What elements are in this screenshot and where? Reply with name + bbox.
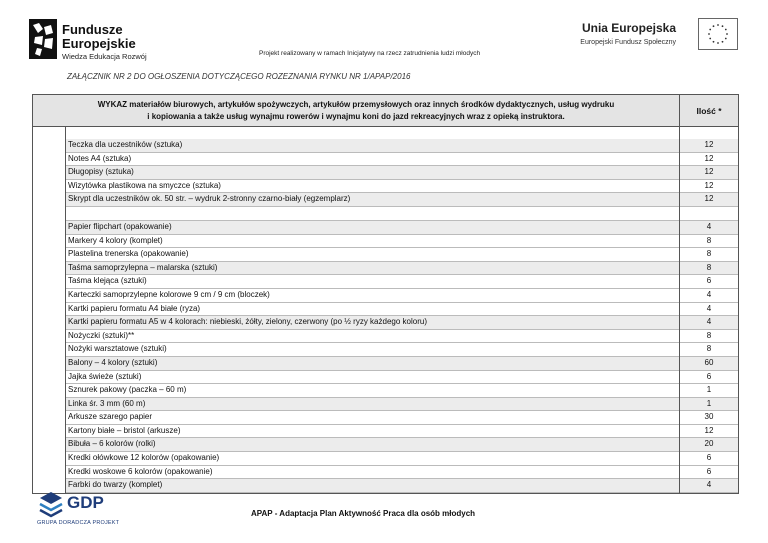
eu-flag-icon [698,18,738,50]
table-row-quantity: 4 [680,303,738,317]
fundusze-europejskie-logo [29,17,189,63]
table-row-quantity: 12 [680,425,738,439]
gdp-logo [37,490,129,532]
table-row-quantity: 8 [680,330,738,344]
table-row-quantity: 6 [680,275,738,289]
fe-logo-text [62,23,136,51]
table-row-quantity: 8 [680,248,738,262]
table-row-quantity: 1 [680,384,738,398]
table-group-gap [680,207,738,221]
table-header [33,95,738,127]
table-row-item: Teczka dla uczestników (sztuka) [66,139,679,153]
table-quantity-column [680,127,738,493]
table-row-quantity: 12 [680,166,738,180]
table-row-item: Kredki woskowe 6 kolorów (opakowanie) [66,466,679,480]
table-row-quantity: 8 [680,343,738,357]
table-row-quantity: 4 [680,316,738,330]
eu-logo-name: Unia Europejska [581,21,676,35]
table-row-item: Arkusze szarego papier [66,411,679,425]
table-row-item: Plastelina trenerska (opakowanie) [66,248,679,262]
table-header-line2: i kopiowania a także usług wynajmu rowerów i wynajmu koni do jazd rekreacyjnych wraz z opieką instruktora. [147,111,565,121]
items-table [32,94,739,494]
table-row-item: Karteczki samoprzylepne kolorowe 9 cm / 9 cm (bloczek) [66,289,679,303]
table-row-quantity: 12 [680,153,738,167]
eu-logo-subtitle: Europejski Fundusz Społeczny [580,39,676,46]
table-row-item: Taśma klejąca (sztuki) [66,275,679,289]
table-row-quantity: 8 [680,235,738,249]
table-row-item: Sznurek pakowy (paczka – 60 m) [66,384,679,398]
table-row-item: Kartki papieru formatu A4 białe (ryza) [66,303,679,317]
table-row-quantity: 60 [680,357,738,371]
project-note: Projekt realizowany w ramach Inicjatywy na rzecz zatrudnienia ludzi młodych [259,50,481,57]
table-items-column [66,127,680,493]
table-row-quantity: 4 [680,289,738,303]
table-row-quantity: 30 [680,411,738,425]
table-lp-column [33,127,66,493]
table-row-quantity: 6 [680,466,738,480]
footer-text: APAP - Adaptacja Plan Aktywność Praca dla osób młodych [251,509,476,518]
table-header-quantity: Ilość * [696,105,722,116]
table-header-description [33,95,680,126]
table-row-item: Kartony białe – bristol (arkusze) [66,425,679,439]
gdp-mark-icon [37,490,65,518]
table-row-quantity: 6 [680,371,738,385]
table-row-quantity: 4 [680,221,738,235]
table-row-item: Długopisy (sztuka) [66,166,679,180]
table-row-item: Jajka świeże (sztuki) [66,371,679,385]
annex-title: ZAŁĄCZNIK NR 2 DO OGŁOSZENIA DOTYCZĄCEGO ROZEZNANIA RYNKU NR 1/APAP/2016 [67,72,411,81]
table-row-quantity: 1 [680,398,738,412]
table-row-quantity: 12 [680,139,738,153]
table-body [33,127,738,493]
table-row-item: Skrypt dla uczestników ok. 50 str. – wydruk 2-stronny czarno-biały (egzemplarz) [66,193,679,207]
table-row-quantity: 6 [680,452,738,466]
table-row-item: Bibuła – 6 kolorów (rolki) [66,438,679,452]
fe-logo-line2: Europejskie [62,36,136,51]
table-group-gap [66,207,679,221]
table-row-quantity: 20 [680,438,738,452]
table-row-quantity: 12 [680,180,738,194]
fe-logo-line1: Fundusze [62,22,123,37]
table-row-item: Taśma samoprzylepna – malarska (sztuki) [66,262,679,276]
table-row-quantity: 8 [680,262,738,276]
gdp-logo-name: GDP [67,493,104,512]
table-header-line1: WYKAZ materiałów biurowych, artykułów spożywczych, artykułów przemysłowych oraz innych środków dydaktycznych, usług wydruku [97,99,615,109]
table-row-item: Kredki ołówkowe 12 kolorów (opakowanie) [66,452,679,466]
table-row-quantity: 4 [680,479,738,493]
eu-logo [538,18,738,52]
table-row-item: Nożyczki (sztuki)** [66,330,679,344]
table-row-item: Papier flipchart (opakowanie) [66,221,679,235]
fe-logo-subtitle: Wiedza Edukacja Rozwój [62,52,147,61]
table-row-item: Wizytówka plastikowa na smyczce (sztuka) [66,180,679,194]
table-row-quantity: 12 [680,193,738,207]
table-row-item: Notes A4 (sztuka) [66,153,679,167]
table-row-item: Farbki do twarzy (komplet) [66,479,679,493]
table-row-item: Markery 4 kolory (komplet) [66,235,679,249]
table-row-item: Balony – 4 kolory (sztuki) [66,357,679,371]
table-row-item: Nożyki warsztatowe (sztuki) [66,343,679,357]
table-row-item: Kartki papieru formatu A5 w 4 kolorach: niebieski, żółty, zielony, czerwony (po ½ ryzy każdego koloru) [66,316,679,330]
fundusze-europejskie-mark-icon [29,19,57,59]
gdp-logo-subtitle: GRUPA DORADCZA PROJEKT [37,520,120,526]
table-row-item: Linka śr. 3 mm (60 m) [66,398,679,412]
